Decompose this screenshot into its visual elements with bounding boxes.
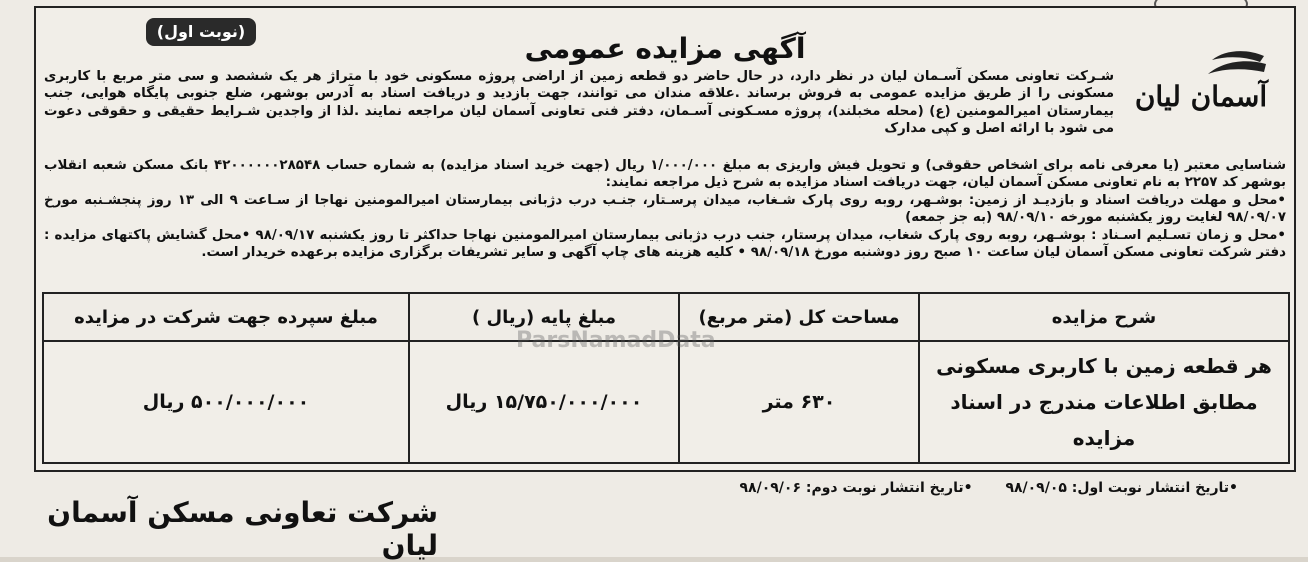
auction-table: [42, 292, 1290, 464]
logo-icon: [1126, 46, 1276, 116]
paragraph-2: شناسایی معتبر (یا معرفی نامه برای اشخاص حقوقی) و تحویل فیش واریزی به مبلغ ۱/۰۰۰/۰۰۰ ریال (جهت خرید اسناد مزایده) به شماره حساب ۴۲۰۰۰۰۰۰۲۸۵۴۸ بانک مسکن شعبه انقلاب بوشهر کد ۲۲۵۷ به نام تعاونی مسکن آسمان لیان، جهت دریافت اسناد مزایده به شرح ذیل مراجعه نمایند:: [44, 158, 1286, 191]
paragraph-details: [44, 157, 1286, 261]
cell-area: ۶۳۰ متر: [679, 341, 919, 463]
watermark: ParsNamadData: [516, 328, 716, 353]
cell-base-price: ۱۵/۷۵۰/۰۰۰/۰۰۰ ریال: [409, 341, 679, 463]
second-publication-date: •تاریخ انتشار نوبت دوم: ۹۸/۰۹/۰۶: [739, 480, 973, 496]
company-logo: [1126, 46, 1276, 116]
paragraph-intro: [44, 68, 1114, 138]
logo-text: آسمان لیان: [1134, 80, 1268, 113]
company-signature: شرکت تعاونی مسکن آسمان لیان: [47, 496, 438, 562]
paragraph-4: •محل و زمان تسـلیم اسـناد : بوشـهر، روبه روی پارک شغاب، میدان پرستار، جنب درب دژبانی بیمارستان امیرالمومنین نهاجا حداکثر تا روز یکشنبه ۹۸/۰۹/۱۷ •محل گشایش پاکتهای مزایده : دفتر شرکت تعاونی مسکن آسمان لیان ساعت ۱۰ صبح روز دوشنبه مورخ ۹۸/۰۹/۱۸ • کلیه هزینه های چاپ آگهی و سایر تشریفات برگزاری مزایده برعهده خریدار است.: [44, 227, 1286, 261]
header-area: مساحت کل (متر مربع): [679, 293, 919, 341]
paragraph-1: شـرکت تعاونی مسکن آسـمان لیان در نظر دارد، در حال حاضر دو قطعه زمین از اراضی پروژه مسکونی خود با متراژ هر یک ششصد و سی متر مربع با کاربری مسکونی را از طریق مزایده عمومی به فروش برساند .علاقه مندان می توانند، جهت بازدید و دریافت اسناد به آدرس بوشهر، ضلع جنوبی پایگاه هوایی، جنب بیمارستان امیرالمومنین (ع) (محله مخبلند)، پروژه مسـکونی آسـمان، دفتر فنی تعاونی آسمان لیان مراجعه نمایند .لذا از واجدین شـرایط حقیقی و حقوقی دعوت می شود با ارائه اصل و کپی مدارک: [44, 69, 1114, 137]
header-deposit: مبلغ سپرده جهت شرکت در مزایده: [43, 293, 409, 341]
paragraph-3: •محل و مهلت دریافت اسناد و بازدیـد از زمین: بوشـهر، روبه روی پارک شـغاب، میدان پرسـتار، جنـب درب دژبانی بیمارستان امیرالمومنین نهاجا از سـاعت ۹ الی ۱۳ روز پنجشـنبه مورخ ۹۸/۰۹/۰۷ لغایت روز یکشنبه مورخه ۹۸/۰۹/۱۰ (به جز جمعه): [44, 192, 1286, 226]
publication-dates: [712, 480, 1239, 496]
cell-deposit: ۵۰۰/۰۰۰/۰۰۰ ریال: [43, 341, 409, 463]
notice-title: آگهی مزایده عمومی: [524, 32, 806, 65]
round-badge: (نوبت اول): [146, 18, 256, 46]
cell-description: هر قطعه زمین با کاربری مسکونی مطابق اطلاعات مندرج در اسناد مزایده: [919, 341, 1289, 463]
header-description: شرح مزایده: [919, 293, 1289, 341]
table-row: [43, 341, 1289, 463]
notice-frame: [34, 6, 1296, 472]
header-base-price: مبلغ پایه (ریال ): [409, 293, 679, 341]
first-publication-date: •تاریخ انتشار نوبت اول: ۹۸/۰۹/۰۵: [1005, 480, 1238, 496]
